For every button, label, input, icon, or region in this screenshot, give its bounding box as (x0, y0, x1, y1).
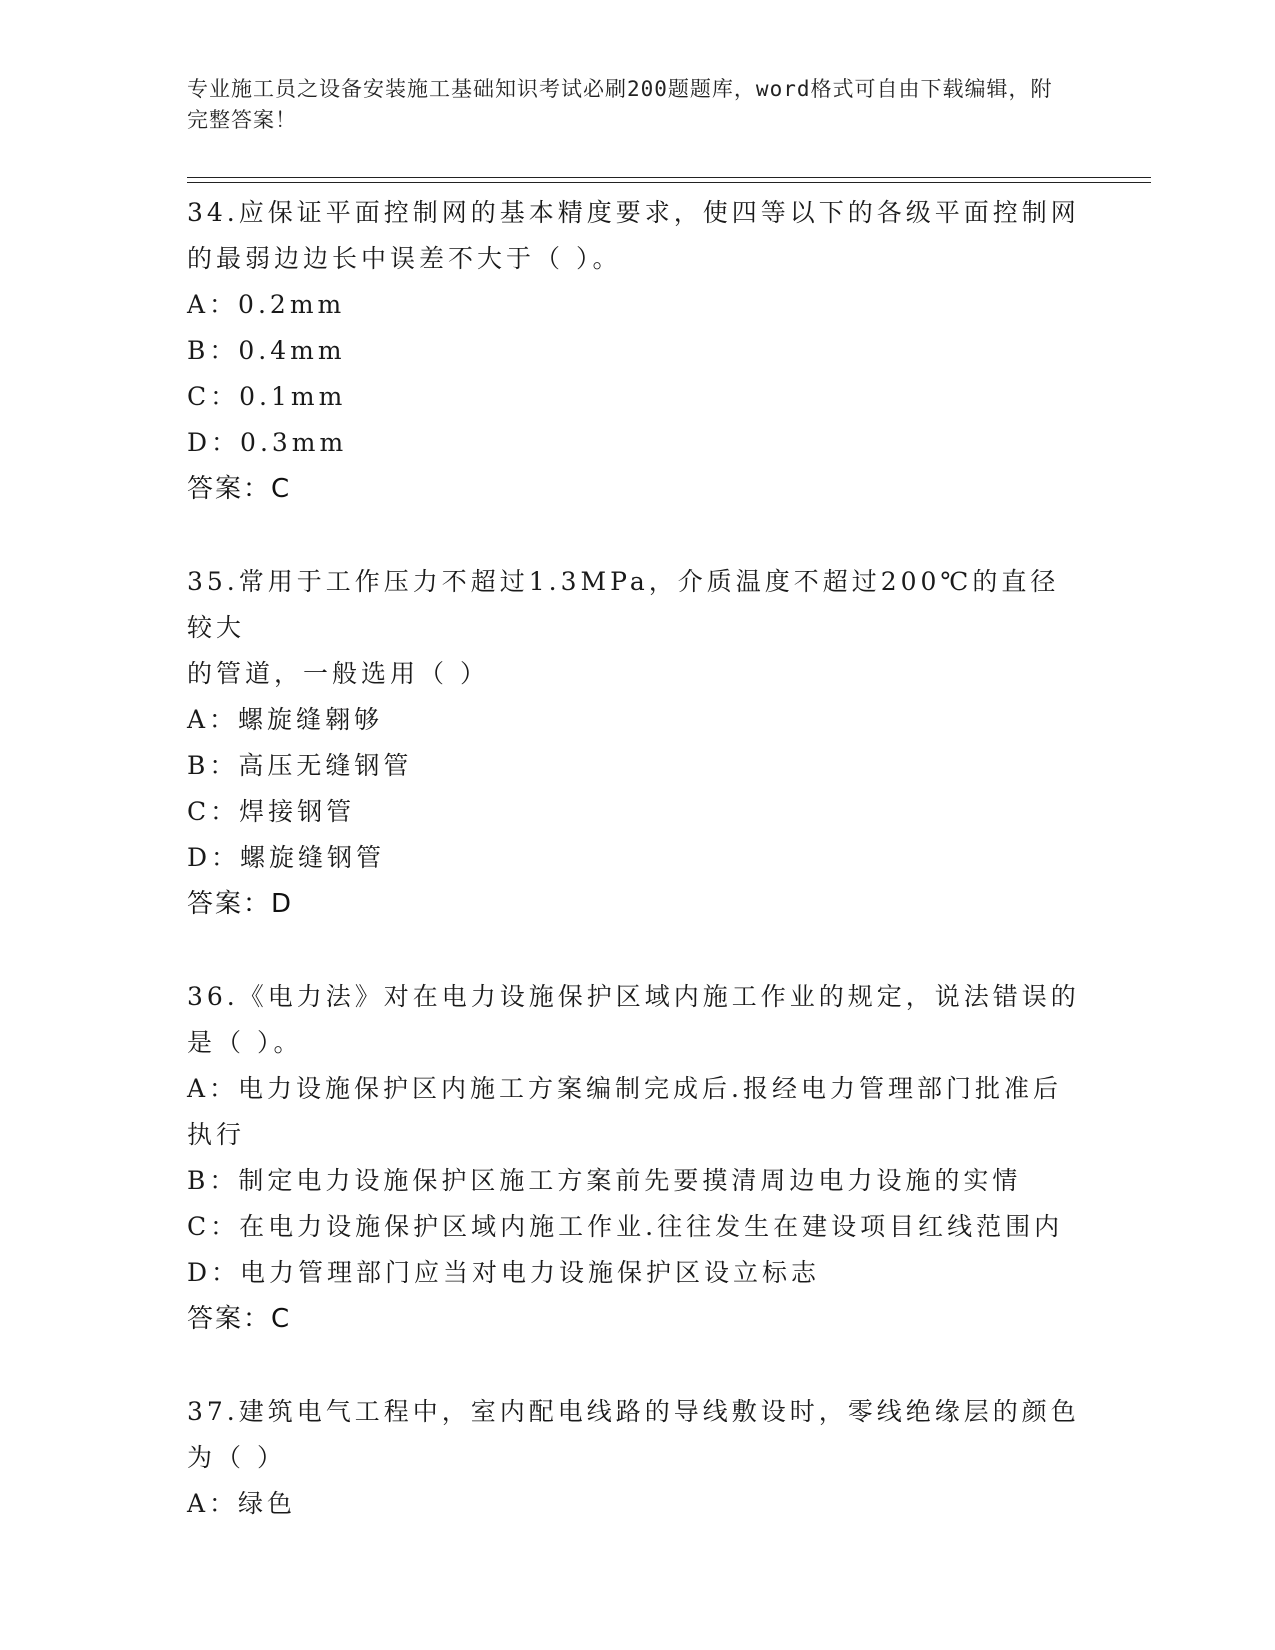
question-stem: 为（ ） (187, 1443, 286, 1472)
option-d: D：电力管理部门应当对电力设施保护区设立标志 (187, 1258, 821, 1287)
option-b: B：0.4mm (187, 336, 346, 365)
question-list (187, 190, 1087, 1574)
answer: 答案：C (187, 1304, 292, 1334)
option-d: D：螺旋缝钢管 (187, 843, 386, 872)
option-a: A：绿色 (187, 1489, 297, 1518)
option-a: A：螺旋缝翱够 (187, 705, 384, 734)
question-37 (187, 1389, 1087, 1527)
option-d: D：0.3mm (187, 428, 348, 457)
question-stem: 37.建筑电气工程中，室内配电线路的导线敷设时，零线绝缘层的颜色 (187, 1397, 1080, 1426)
question-stem: 的最弱边边长中误差不大于（ ）。 (187, 244, 622, 273)
document-header: 专业施工员之设备安装施工基础知识考试必刷200题题库，word格式可自由下载编辑，附完整答案！ (187, 77, 1053, 132)
option-b: B：高压无缝钢管 (187, 751, 413, 780)
answer: 答案：D (187, 889, 294, 919)
option-c: C：0.1mm (187, 382, 347, 411)
question-stem: 35.常用于工作压力不超过1.3MPa，介质温度不超过200℃的直径较大 (187, 567, 1060, 642)
question-stem: 34.应保证平面控制网的基本精度要求，使四等以下的各级平面控制网 (187, 198, 1080, 227)
header-divider-top (187, 177, 1151, 178)
option-c: C：焊接钢管 (187, 797, 356, 826)
answer: 答案：C (187, 474, 292, 504)
question-stem: 36.《电力法》对在电力设施保护区域内施工作业的规定，说法错误的 (187, 982, 1080, 1011)
option-a: A：电力设施保护区内施工方案编制完成后.报经电力管理部门批准后 (187, 1074, 1063, 1103)
question-stem: 的管道，一般选用（ ） (187, 659, 489, 688)
option-a: A：0.2mm (187, 290, 346, 319)
option-a-continued: 执行 (187, 1120, 246, 1149)
option-b: B：制定电力设施保护区施工方案前先要摸清周边电力设施的实情 (187, 1166, 1022, 1195)
option-c: C：在电力设施保护区域内施工作业.往往发生在建设项目红线范围内 (187, 1212, 1064, 1241)
question-35 (187, 559, 1087, 927)
question-36 (187, 974, 1087, 1342)
header-divider-bottom (187, 182, 1151, 183)
question-stem: 是（ ）。 (187, 1028, 303, 1057)
question-34 (187, 190, 1087, 512)
